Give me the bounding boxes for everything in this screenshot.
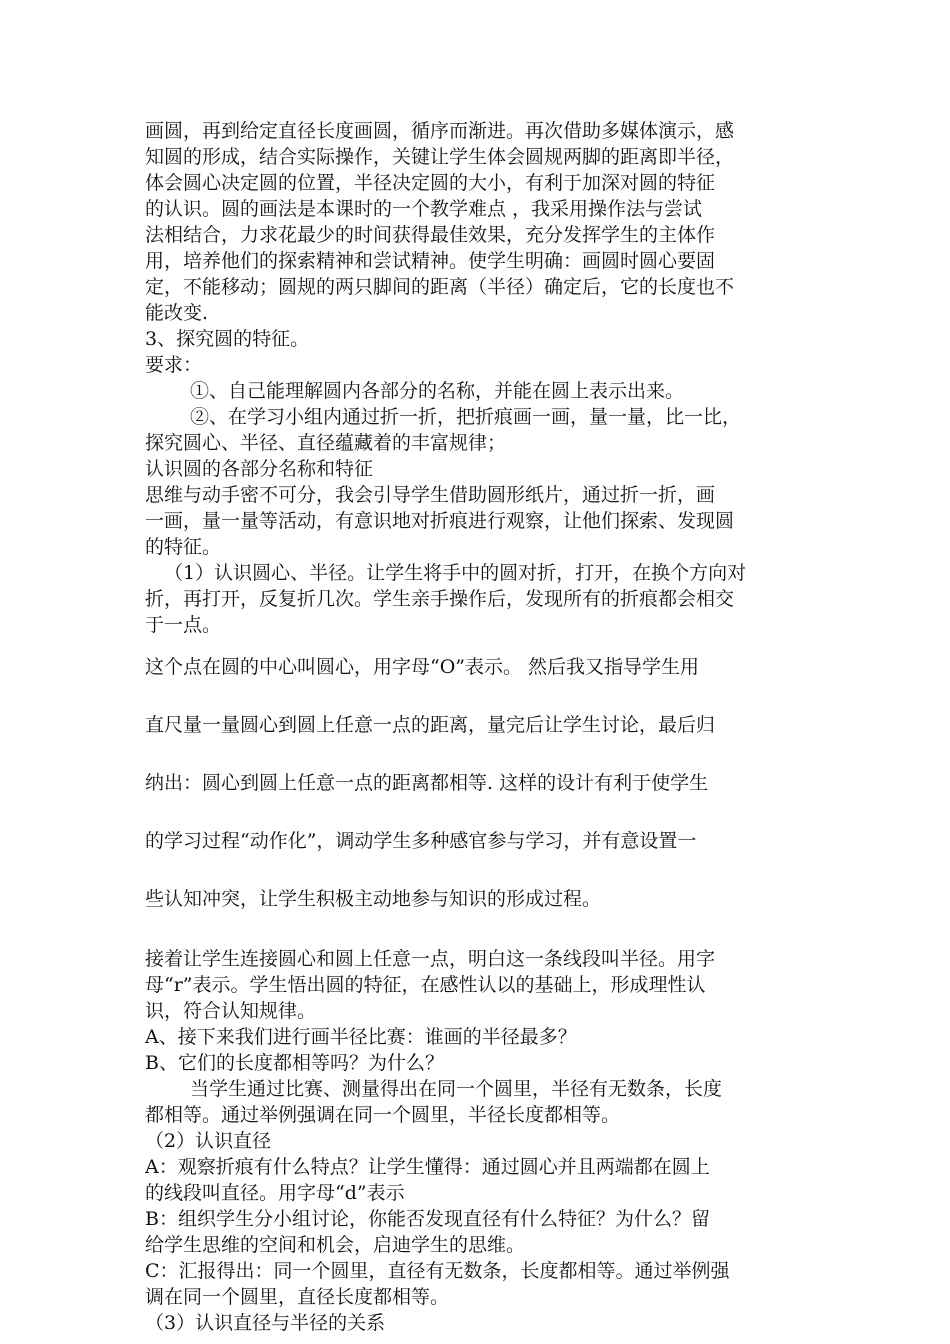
text-line: ②、在学习小组内通过折一折，把折痕画一画，量一量，比一比， bbox=[190, 406, 742, 428]
text-line: B：组织学生分小组讨论，你能否发现直径有什么特征？为什么？留 bbox=[145, 1208, 710, 1230]
text-line: 用，培养他们的探索精神和尝试精神。使学生明确：画圆时圆心要固 bbox=[145, 250, 716, 272]
text-line: 一画，量一量等活动，有意识地对折痕进行观察，让他们探索、发现圆 bbox=[145, 510, 735, 532]
diameter-item-c bbox=[145, 1258, 809, 1310]
subheading-relation bbox=[145, 1310, 809, 1336]
text-line: 直尺量一量圆心到圆上任意一点的距离，量完后让学生讨论，最后归 bbox=[145, 714, 716, 736]
subheading-diameter bbox=[145, 1128, 809, 1154]
text-line: 调在同一个圆里，直径长度都相等。 bbox=[145, 1286, 450, 1308]
text-line: 折，再打开，反复折几次。学生亲手操作后，发现所有的折痕都会相交 bbox=[145, 588, 735, 610]
text-line: 母“r”表示。学生悟出圆的特征，在感性认以的基础上，形成理性认 bbox=[145, 974, 706, 996]
text-line: 定，不能移动；圆规的两只脚间的距离（半径）确定后，它的长度也不 bbox=[145, 276, 735, 298]
text-line: 给学生思维的空间和机会，启迪学生的思维。 bbox=[145, 1234, 526, 1256]
text-line: ①、自己能理解圆内各部分的名称，并能在圆上表示出来。 bbox=[190, 380, 685, 402]
subheading bbox=[145, 456, 809, 482]
text-line: 知圆的形成，结合实际操作，关键让学生体会圆规两脚的距离即半径， bbox=[145, 146, 735, 168]
text-line: 法相结合，力求花最少的时间获得最佳效果，充分发挥学生的主体作 bbox=[145, 224, 716, 246]
text-line: 些认知冲突，让学生积极主动地参与知识的形成过程。 bbox=[145, 888, 602, 910]
requirement-item-2 bbox=[145, 404, 809, 456]
text-line: 的线段叫直径。用字母“d”表示 bbox=[145, 1182, 405, 1204]
text-line: B、它们的长度都相等吗？为什么？ bbox=[145, 1052, 444, 1074]
para-drawing-method bbox=[145, 118, 809, 326]
text-line: 能改变. bbox=[145, 302, 209, 324]
text-line: 都相等。通过举例强调在同一个圆里，半径长度都相等。 bbox=[145, 1104, 621, 1126]
text-line: 的学习过程“动作化”，调动学生多种感官参与学习，并有意设置一 bbox=[145, 830, 697, 852]
diameter-item-b bbox=[145, 1206, 809, 1258]
text-line: C：汇报得出：同一个圆里，直径有无数条，长度都相等。通过举例强 bbox=[145, 1260, 730, 1282]
requirements-label bbox=[145, 352, 809, 378]
text-line: 探究圆心、半径、直径蕴藏着的丰富规律； bbox=[145, 432, 507, 454]
text-line: 的特征。 bbox=[145, 536, 222, 558]
para-radius bbox=[145, 946, 809, 1024]
text-line: （2）认识直径 bbox=[145, 1130, 272, 1152]
diameter-item-a bbox=[145, 1154, 809, 1206]
text-line: （3）认识直径与半径的关系 bbox=[145, 1312, 386, 1334]
item-a-contest bbox=[145, 1024, 809, 1050]
text-line: 画圆，再到给定直径长度画圆，循序而渐进。再次借助多媒体演示，感 bbox=[145, 120, 735, 142]
text-line: 纳出：圆心到圆上任意一点的距离都相等. 这样的设计有利于使学生 bbox=[145, 772, 709, 794]
para-center-point bbox=[145, 638, 809, 928]
text-line: 这个点在圆的中心叫圆心，用字母“O”表示。 然后我又指导学生用 bbox=[145, 656, 700, 678]
para-center-radius bbox=[145, 560, 809, 638]
text-line: 认识圆的各部分名称和特征 bbox=[145, 458, 374, 480]
text-line: A、接下来我们进行画半径比赛：谁画的半径最多？ bbox=[145, 1026, 577, 1048]
text-line: 当学生通过比赛、测量得出在同一个圆里，半径有无数条，长度 bbox=[190, 1078, 723, 1100]
section-heading bbox=[145, 326, 809, 352]
text-line: 3、探究圆的特征。 bbox=[145, 328, 310, 350]
text-line: 识，符合认知规律。 bbox=[145, 1000, 317, 1022]
item-b-question bbox=[145, 1050, 809, 1076]
para-contest-result bbox=[145, 1076, 809, 1128]
text-line: 体会圆心决定圆的位置，半径决定圆的大小，有利于加深对圆的特征 bbox=[145, 172, 716, 194]
text-line: 思维与动手密不可分，我会引导学生借助圆形纸片，通过折一折，画 bbox=[145, 484, 716, 506]
para-thinking bbox=[145, 482, 809, 560]
text-line: A：观察折痕有什么特点？让学生懂得：通过圆心并且两端都在圆上 bbox=[145, 1156, 710, 1178]
text-line: 的认识。圆的画法是本课时的一个教学难点 ，我采用操作法与尝试 bbox=[145, 198, 703, 220]
text-line: 要求： bbox=[145, 354, 203, 376]
requirement-item-1 bbox=[145, 378, 854, 404]
text-line: （1）认识圆心、半径。让学生将手中的圆对折，打开，在换个方向对 bbox=[164, 562, 747, 584]
text-line: 于一点。 bbox=[145, 614, 222, 636]
text-line: 接着让学生连接圆心和圆上任意一点，明白这一条线段叫半径。用字 bbox=[145, 948, 716, 970]
